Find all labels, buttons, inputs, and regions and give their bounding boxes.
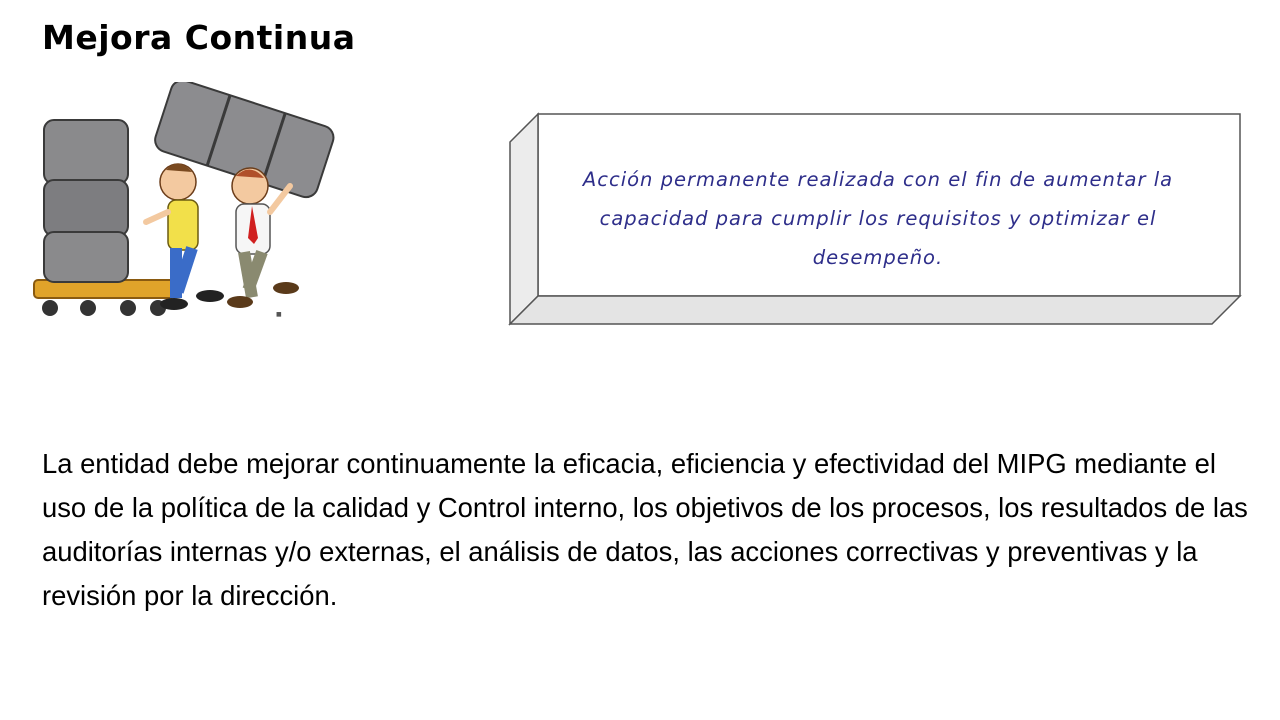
definition-box <box>508 112 1244 328</box>
definition-text: Acción permanente realizada con el fin de aumentar la capacidad para cumplir los requisitos y optimizar el desempeño. <box>582 168 1174 269</box>
slide-title: Mejora Continua <box>42 18 356 57</box>
people-carrying-boxes-icon <box>28 82 338 332</box>
body-paragraph: La entidad debe mejorar continuamente la eficacia, eficiencia y efectividad del MIPG mediante el uso de la política de la calidad y Control interno, los objetivos de los procesos, los resultados de las auditorías internas y/o externas, el análisis de datos, las acciones correctivas y preventivas y la revisión por la dirección. <box>42 448 1248 611</box>
illustration <box>28 82 338 332</box>
svg-text:■: ■ <box>276 311 282 318</box>
